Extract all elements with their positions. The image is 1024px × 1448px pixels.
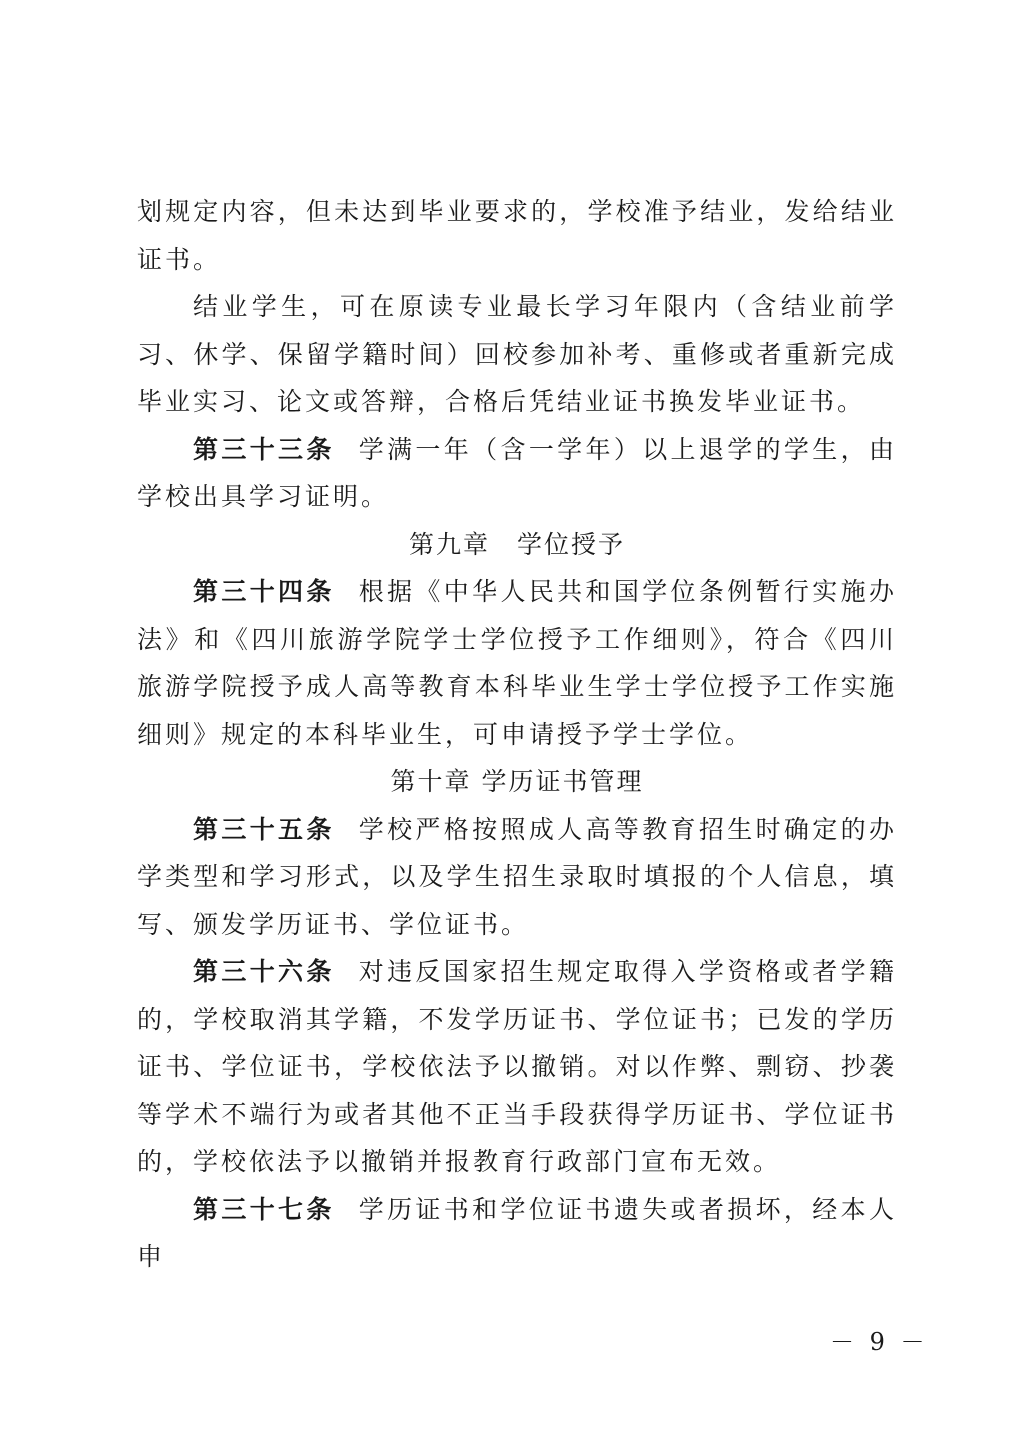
article-35 <box>137 806 897 949</box>
page-number: － 9 － <box>830 1328 929 1356</box>
article-33 <box>137 426 897 521</box>
article-34-text: 根据《中华人民共和国学位条例暂行实施办法》和《四川旅游学院学士学位授予工作细则》，符合《四川旅游学院授予成人高等教育本科毕业生学士学位授予工作实施细则》规定的本科毕业生，可申请授予学士学位。 <box>137 577 897 749</box>
article-34-title: 第三十四条 <box>193 577 335 606</box>
article-35-text: 学校严格按照成人高等教育招生时确定的办学类型和学习形式，以及学生招生录取时填报的个人信息，填写、颁发学历证书、学位证书。 <box>137 814 897 939</box>
article-37-title: 第三十七条 <box>193 1194 335 1224</box>
article-36-title: 第三十六条 <box>193 957 335 986</box>
article-33-title: 第三十三条 <box>193 434 335 464</box>
article-36-text: 对违反国家招生规定取得入学资格或者学籍的，学校取消其学籍，不发学历证书、学位证书；已发的学历证书、学位证书，学校依法予以撤销。对以作弊、剽窃、抄袭等学术不端行为或者其他不正当手段获得学历证书、学位证书的，学校依法予以撤销并报教育行政部门宣布无效。 <box>137 957 897 1176</box>
chapter-10-heading: 第十章 学历证书管理 <box>390 767 644 796</box>
article-34 <box>137 568 897 758</box>
article-37-text: 学历证书和学位证书遗失或者损坏，经本人申 <box>137 1194 897 1271</box>
document-body <box>137 188 897 1281</box>
article-33-text: 学满一年（含一学年）以上退学的学生，由学校出具学习证明。 <box>137 434 897 511</box>
chapter-9-heading: 第九章 学位授予 <box>408 529 625 559</box>
paragraph-completion-students: 结业学生，可在原读专业最长学习年限内（含结业前学习、休学、保留学籍时间）回校参加补考、重修或者重新完成毕业实习、论文或答辩，合格后凭结业证书换发毕业证书。 <box>137 292 897 416</box>
article-36 <box>137 948 897 1186</box>
article-35-title: 第三十五条 <box>193 814 335 844</box>
paragraph-continuation: 划规定内容，但未达到毕业要求的，学校准予结业，发给结业证书。 <box>137 197 897 274</box>
article-37 <box>137 1186 897 1281</box>
